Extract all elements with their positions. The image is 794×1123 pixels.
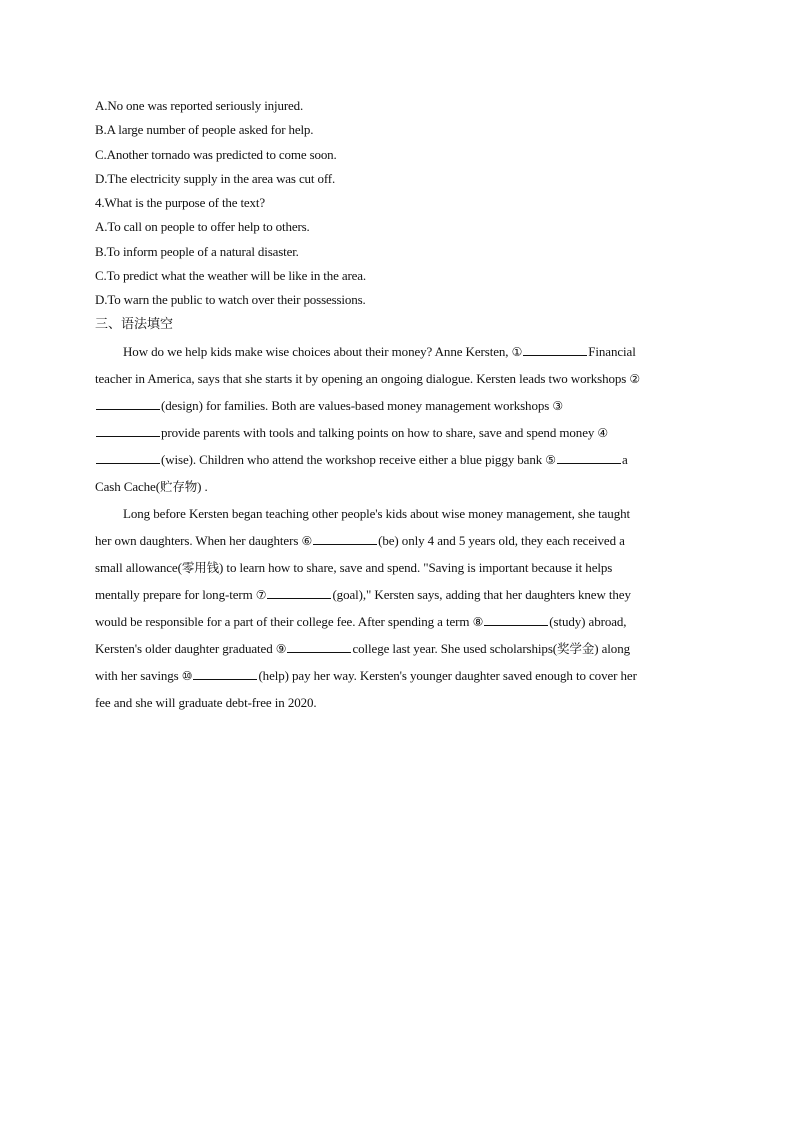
blank-number-5: ⑤ [545,452,556,467]
passage-line: How do we help kids make wise choices about their money? Anne Kersten, ① Financial [123,343,636,359]
blank-9[interactable] [287,640,351,653]
passage-line: Kersten's older daughter graduated ⑨ college last year. She used scholarships(奖学金) along [95,640,630,656]
passage-line: Cash Cache(贮存物) . [95,478,208,494]
blank-number-3: ③ [552,398,564,413]
passage-line: would be responsible for a part of their college fee. After spending a term ⑧ (study) abroad, [95,613,627,629]
passage-line: Long before Kersten began teaching other people's kids about wise money management, she taught [123,505,631,521]
blank-4[interactable] [96,451,160,464]
blank-number-10: ⑩ [181,668,193,683]
option-q4-c: C.To predict what the weather will be like in the area. [95,268,366,284]
passage-line: provide parents with tools and talking points on how to share, save and spend money ④ [95,419,700,446]
blank-1[interactable] [523,343,587,356]
blank-7[interactable] [267,586,331,599]
blank-number-7: ⑦ [255,587,267,602]
page-content [95,94,700,716]
option-q3-d: D.The electricity supply in the area was cut off. [95,170,336,186]
question-4-stem: 4.What is the purpose of the text? [95,195,265,211]
passage-paragraph-1 [95,338,700,500]
blank-number-8: ⑧ [472,614,484,629]
blank-8[interactable] [484,613,548,626]
option-q4-b: B.To inform people of a natural disaster. [95,243,299,259]
passage-paragraph-2 [95,500,700,716]
option-q3-a: A.No one was reported seriously injured. [95,98,304,113]
passage-line: small allowance(零用钱) to learn how to share, save and spend. "Saving is important because it helps [95,559,613,575]
blank-number-2: ② [629,371,641,386]
option-q3-b: B.A large number of people asked for help. [95,122,314,138]
blank-6[interactable] [313,532,377,545]
blank-3[interactable] [96,424,160,437]
passage-line: teacher in America, says that she starts it by opening an ongoing dialogue. Kersten leads two workshops ② [95,370,641,386]
blank-5[interactable] [557,451,621,464]
blank-10[interactable] [193,667,257,680]
blank-number-1: ① [511,344,523,359]
blank-number-9: ⑨ [275,641,287,656]
passage-line: with her savings ⑩ (help) pay her way. Kersten's younger daughter saved enough to cover her [95,667,637,683]
option-q4-a: A.To call on people to offer help to others. [95,219,310,235]
blank-number-4: ④ [597,425,609,440]
blank-2[interactable] [96,397,160,410]
passage-line: her own daughters. When her daughters ⑥ (be) only 4 and 5 years old, they each received a [95,532,625,548]
option-q3-c: C.Another tornado was predicted to come soon. [95,146,337,162]
blank-number-6: ⑥ [301,533,313,548]
option-q4-d: D.To warn the public to watch over their possessions. [95,292,366,308]
passage-line: fee and she will graduate debt-free in 2020. [95,694,317,710]
passage-line: (wise). Children who attend the workshop receive either a blue piggy bank ⑤ a [95,446,700,473]
passage-line: mentally prepare for long-term ⑦ (goal)," Kersten says, adding that her daughters knew they [95,586,631,602]
passage-line: (design) for families. Both are values-based money management workshops ③ [95,392,700,419]
section-heading-grammar-fill: 三、语法填空 [95,316,174,332]
